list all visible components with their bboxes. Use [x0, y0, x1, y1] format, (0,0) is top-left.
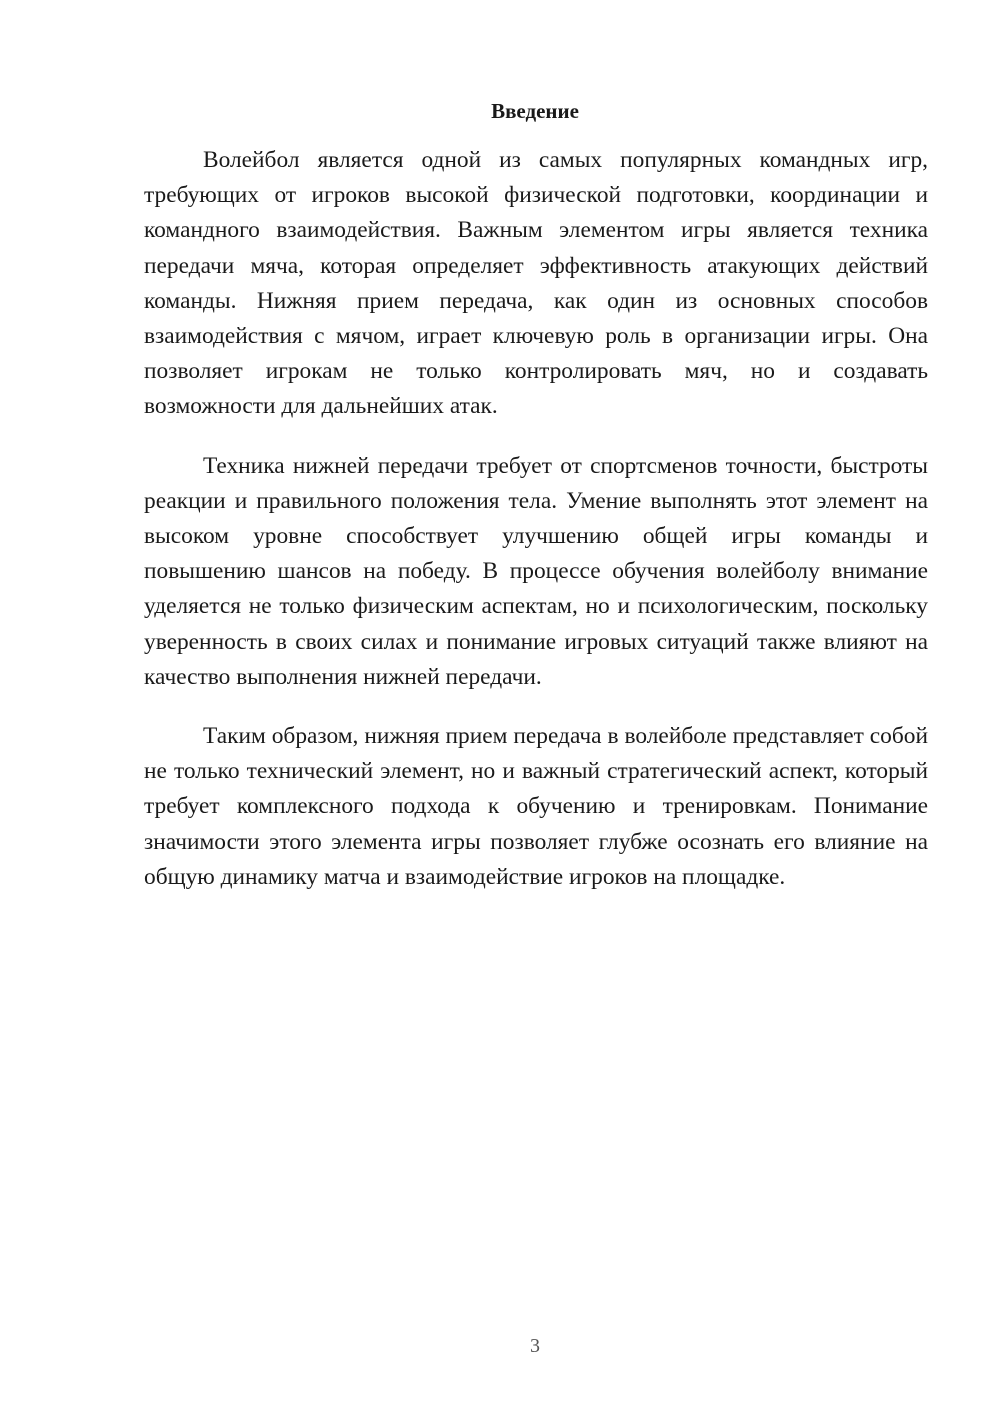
page-number: 3 [530, 1335, 540, 1357]
paragraph-2: Техника нижней передачи требует от спортсменов точности, быстроты реакции и правильного положения тела. Умение выполнять этот элемент на высоком уровне способствует улучшению общей игры команды и повышению шансов на победу. В процессе обучения волейболу внимание уделяется не только физическим аспектам, но и психологическим, поскольку уверенность в своих силах и понимание игровых ситуаций также влияют на качество выполнения нижней передачи. [144, 452, 928, 690]
paragraph-1: Волейбол является одной из самых популярных командных игр, требующих от игроков высокой физической подготовки, координации и командного взаимодействия. Важным элементом игры является техника передачи мяча, которая определяет эффективность атакующих действий команды. Нижняя прием передача, как один из основных способов взаимодействия с мячом, играет ключевую роль в организации игры. Она позволяет игрокам не только контролировать мяч, но и создавать возможности для дальнейших атак. [144, 147, 928, 420]
body-text [144, 143, 928, 919]
paragraph-3: Таким образом, нижняя прием передача в волейболе представляет собой не только технический элемент, но и важный стратегический аспект, который требует комплексного подхода к обучению и тренировкам. Понимание значимости этого элемента игры позволяет глубже осознать его влияние на общую динамику матча и взаимодействие игроков на площадке. [144, 723, 928, 890]
section-heading: Введение [491, 99, 579, 123]
